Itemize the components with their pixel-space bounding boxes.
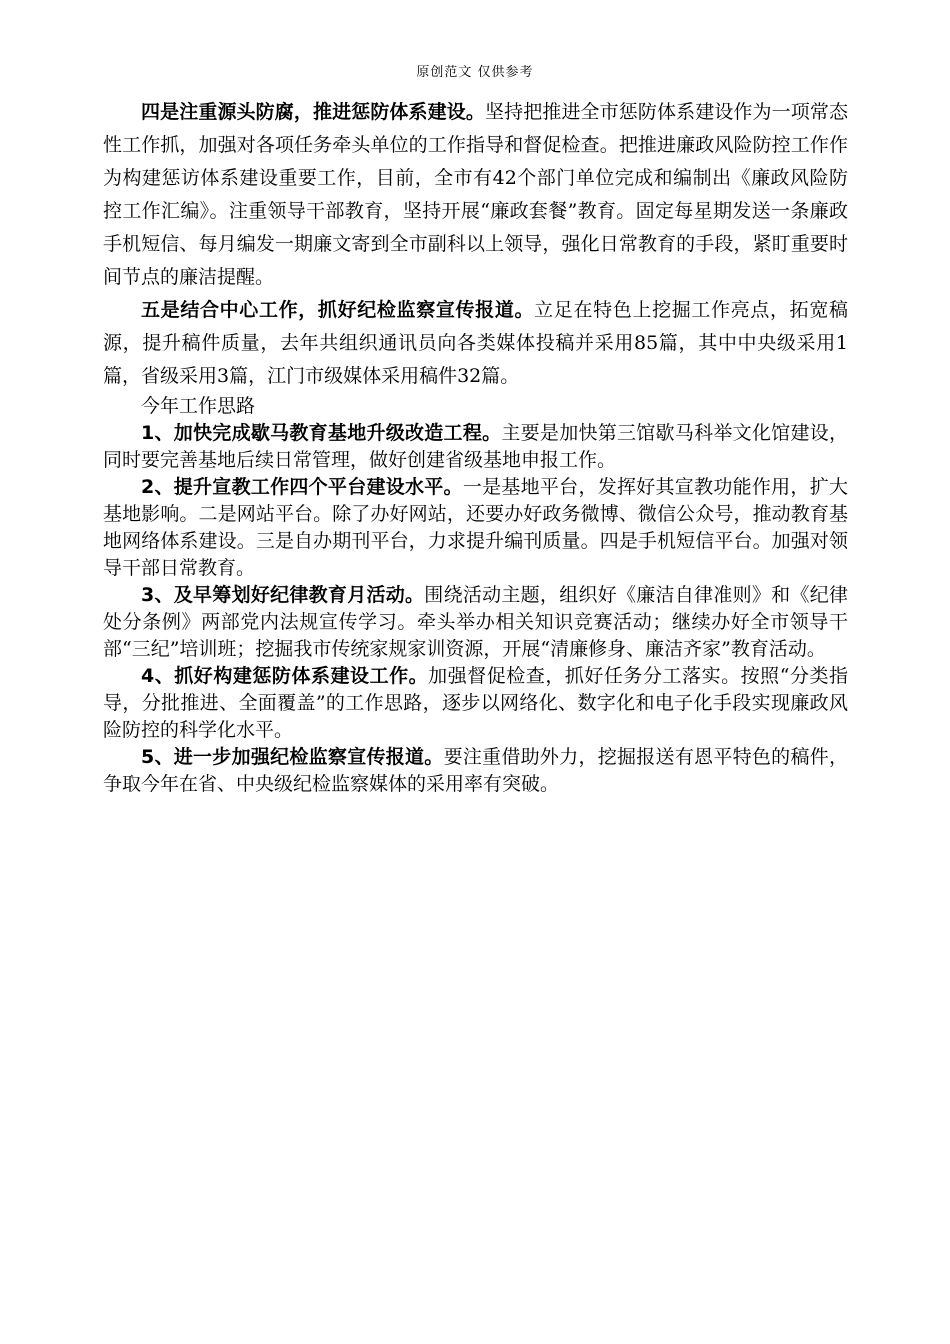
list-item-text: 主要是加快第三馆歇马科举文化馆建设，同时要完善基地后续日常管理，做好创建省级基地申报工作。	[103, 422, 848, 471]
document-body	[103, 96, 848, 798]
list-item-text: 一是基地平台，发挥好其宣教功能作用，扩大基地影响。二是网站平台。除了办好网站，还要办好政务微博、微信公众号，推动教育基地网络体系建设。三是自办期刊平台，力求提升编刊质量。四是手机短信平台。加强对领导干部日常教育。	[103, 476, 848, 579]
list-item	[103, 582, 848, 663]
paragraph-text: 坚持把推进全市惩防体系建设作为一项常态性工作抓，加强对各项任务牵头单位的工作指导和督促检查。把推进廉政风险防控工作作为构建惩访体系建设重要工作，目前，全市有42个部门单位完成和编制出《廉政风险防控工作汇编》。注重领导干部教育，坚持开展“廉政套餐”教育。固定每星期发送一条廉政手机短信、每月编发一期廉文寄到全市副科以上领导，强化日常教育的手段，紧盯重要时间节点的廉洁提醒。	[103, 101, 848, 288]
list-item	[103, 663, 848, 744]
list-item	[103, 420, 848, 474]
paragraph-text: 立足在特色上挖掘工作亮点，拓宽稿源，提升稿件质量，去年共组织通讯员向各类媒体投稿并采用85篇，其中中央级采用1篇，省级采用3篇，江门市级媒体采用稿件32篇。	[103, 299, 848, 387]
list-item	[103, 744, 848, 798]
list-item-text: 围绕活动主题，组织好《廉洁自律准则》和《纪律处分条例》两部党内法规宣传学习。牵头举办相关知识竞赛活动；继续办好全市领导干部“三纪”培训班；挖掘我市传统家规家训资源，开展“清廉修身、廉洁齐家”教育活动。	[103, 584, 848, 660]
paragraph-lead: 四是注重源头防腐，推进惩防体系建设。	[141, 101, 485, 123]
paragraph-five	[103, 294, 848, 393]
list-item-lead: 1、加快完成歇马教育基地升级改造工程。	[141, 422, 502, 444]
list-item-lead: 5、进一步加强纪检监察宣传报道。	[141, 746, 444, 768]
paragraph-four	[103, 96, 848, 294]
section-title: 今年工作思路	[141, 395, 256, 417]
page-header: 原创范文 仅供参考	[416, 65, 534, 80]
list-item-lead: 2、提升宣教工作四个平台建设水平。	[141, 476, 463, 498]
list-item-lead: 3、及早筹划好纪律教育月活动。	[141, 584, 425, 606]
list-item-text: 加强督促检查，抓好任务分工落实。按照“分类指导，分批推进、全面覆盖”的工作思路，逐步以网络化、数字化和电子化手段实现廉政风险防控的科学化水平。	[103, 665, 848, 741]
list-item	[103, 474, 848, 582]
list-item-lead: 4、抓好构建惩防体系建设工作。	[141, 665, 429, 687]
paragraph-lead: 五是结合中心工作，抓好纪检监察宣传报道。	[141, 299, 535, 321]
list-item-text: 要注重借助外力，挖掘报送有恩平特色的稿件，争取今年在省、中央级纪检监察媒体的采用率有突破。	[103, 746, 848, 795]
